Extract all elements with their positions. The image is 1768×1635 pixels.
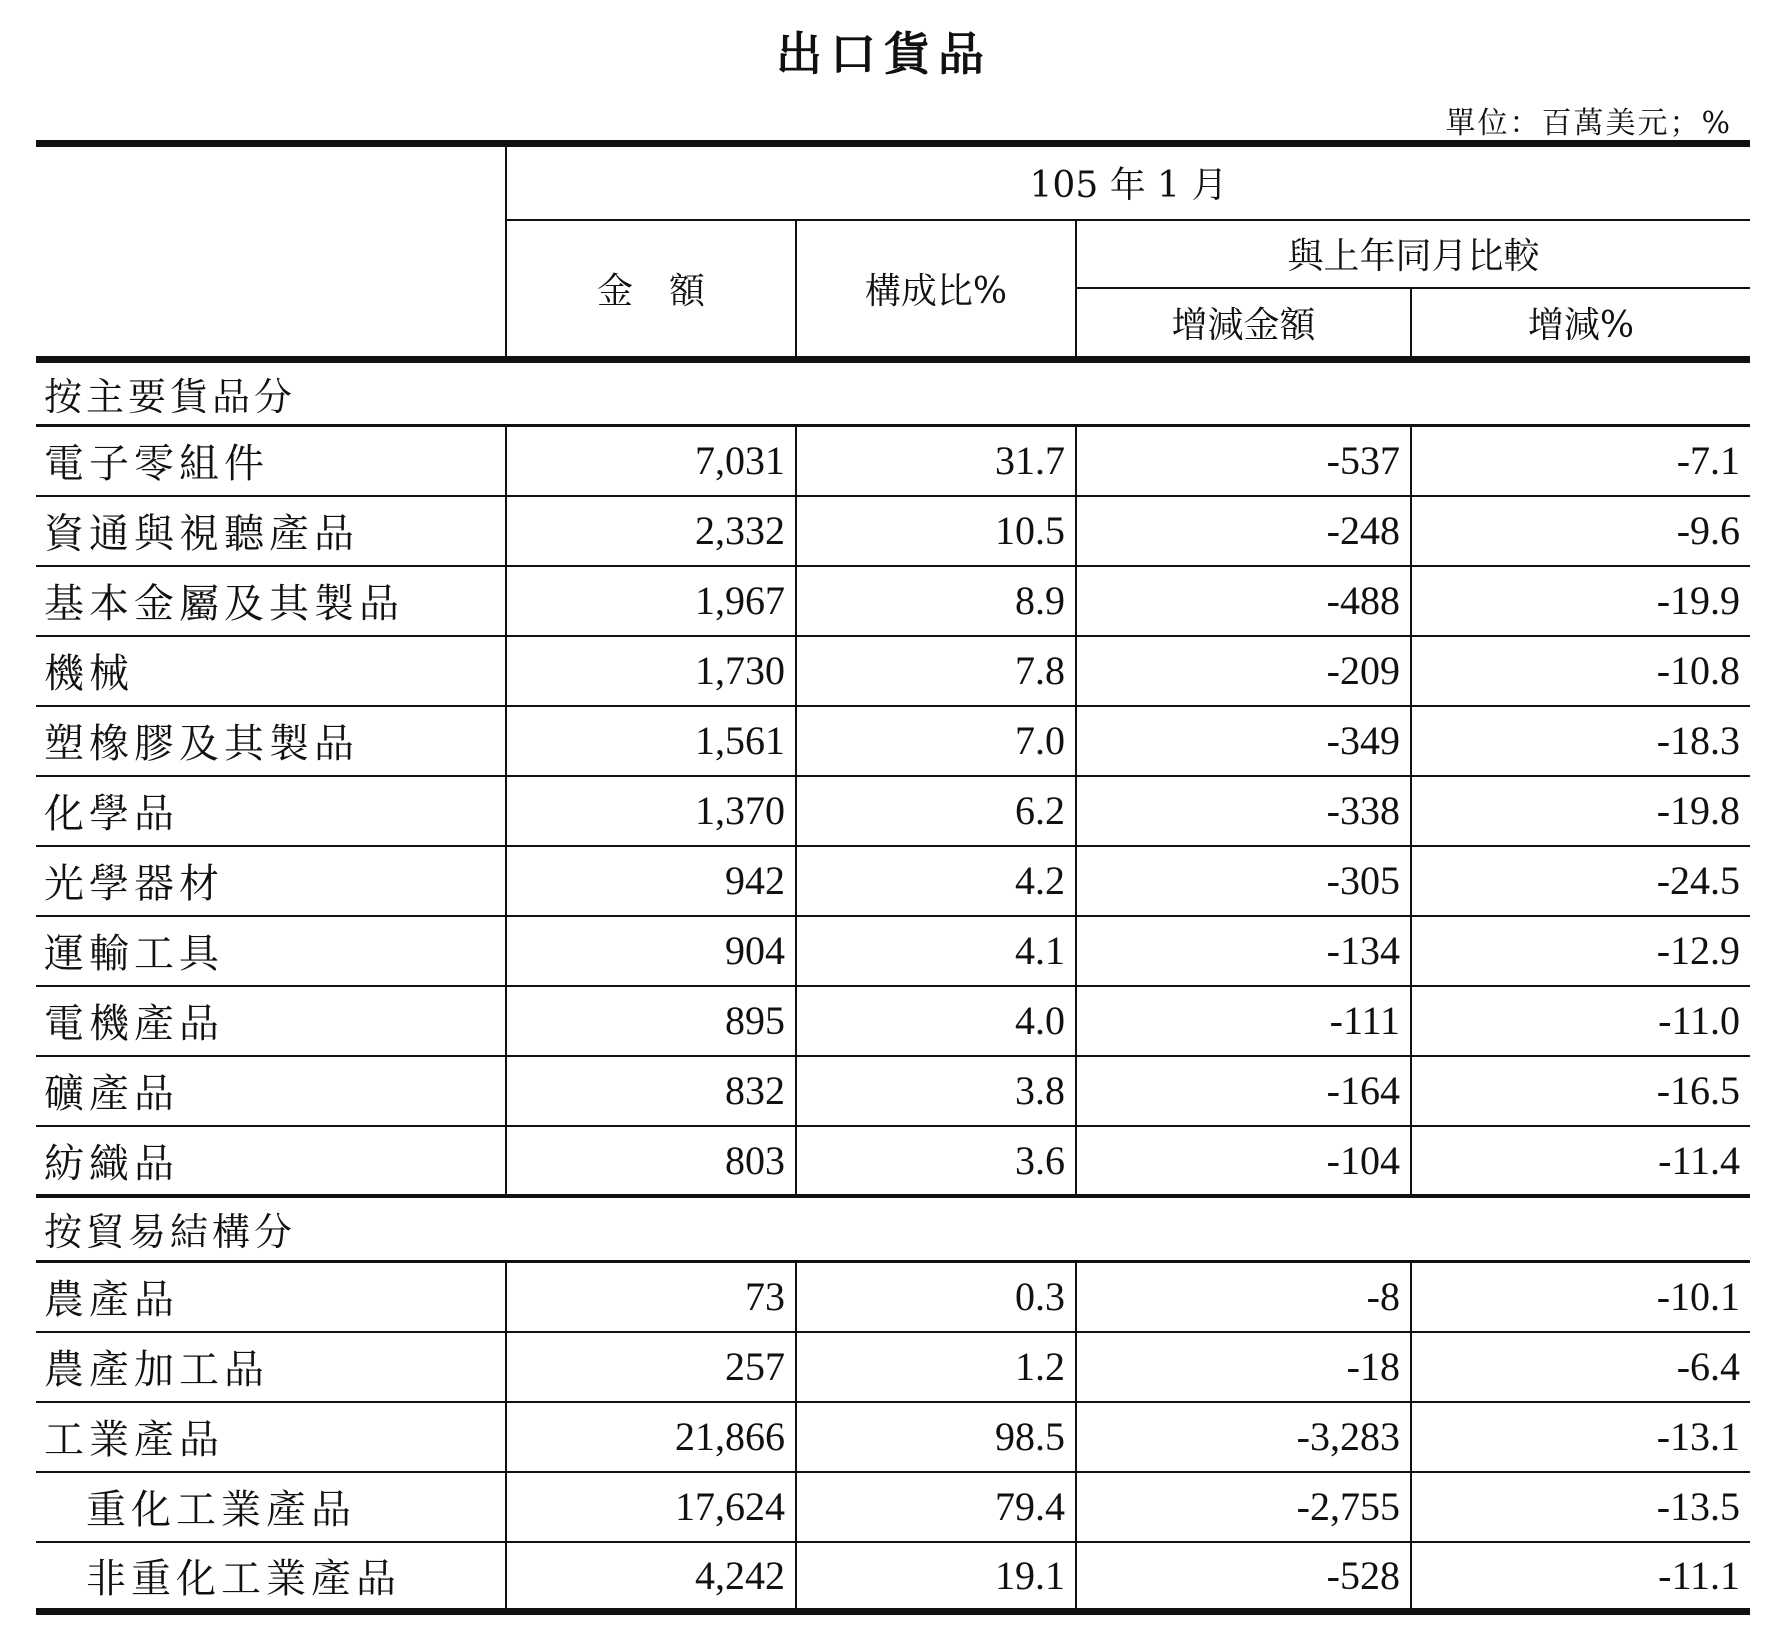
header-share: 構成比% [796, 220, 1076, 360]
change-amount-cell: -111 [1076, 986, 1411, 1056]
table-row [36, 706, 1750, 776]
header-blank-cell [36, 144, 506, 360]
share-cell: 7.8 [796, 636, 1076, 706]
change-pct-cell: -7.1 [1411, 426, 1750, 496]
share-cell: 4.1 [796, 916, 1076, 986]
amount-cell: 2,332 [506, 496, 796, 566]
share-cell: 4.0 [796, 986, 1076, 1056]
amount-cell: 1,561 [506, 706, 796, 776]
table-row [36, 1262, 1750, 1332]
share-cell: 98.5 [796, 1402, 1076, 1472]
share-cell: 79.4 [796, 1472, 1076, 1542]
table-row [36, 1402, 1750, 1472]
table-row [36, 1542, 1750, 1612]
change-amount-cell: -18 [1076, 1332, 1411, 1402]
row-label: 農產加工品 [36, 1332, 506, 1402]
amount-cell: 895 [506, 986, 796, 1056]
amount-cell: 942 [506, 846, 796, 916]
page-title: 出口貨品 [776, 27, 992, 81]
row-label: 重化工業產品 [36, 1472, 506, 1542]
table-row [36, 776, 1750, 846]
share-cell: 10.5 [796, 496, 1076, 566]
change-pct-cell: -24.5 [1411, 846, 1750, 916]
export-goods-table [36, 140, 1750, 1615]
row-label: 紡織品 [36, 1126, 506, 1196]
row-label: 運輸工具 [36, 916, 506, 986]
change-pct-cell: -10.1 [1411, 1262, 1750, 1332]
change-pct-cell: -11.1 [1411, 1542, 1750, 1612]
share-cell: 19.1 [796, 1542, 1076, 1612]
row-label: 工業產品 [36, 1402, 506, 1472]
row-label: 電機產品 [36, 986, 506, 1056]
row-label: 礦產品 [36, 1056, 506, 1126]
share-cell: 0.3 [796, 1262, 1076, 1332]
table-row [36, 1332, 1750, 1402]
table-row [36, 496, 1750, 566]
share-cell: 1.2 [796, 1332, 1076, 1402]
change-amount-cell: -488 [1076, 566, 1411, 636]
share-cell: 8.9 [796, 566, 1076, 636]
row-label: 非重化工業產品 [86, 1555, 401, 1602]
change-amount-cell: -528 [1076, 1542, 1411, 1612]
change-pct-cell: -16.5 [1411, 1056, 1750, 1126]
amount-cell: 73 [506, 1262, 796, 1332]
change-pct-cell: -12.9 [1411, 916, 1750, 986]
change-amount-cell: -8 [1076, 1262, 1411, 1332]
change-pct-cell: -6.4 [1411, 1332, 1750, 1402]
table-row [36, 986, 1750, 1056]
section-title: 按貿易結構分 [36, 1196, 1750, 1262]
share-cell: 7.0 [796, 706, 1076, 776]
amount-cell: 904 [506, 916, 796, 986]
table-row [36, 1472, 1750, 1542]
table-row [36, 1056, 1750, 1126]
row-label: 塑橡膠及其製品 [36, 706, 506, 776]
row-label: 化學品 [36, 776, 506, 846]
amount-cell: 1,370 [506, 776, 796, 846]
header-change-pct: 增減% [1411, 288, 1750, 360]
table-row [36, 916, 1750, 986]
change-amount-cell: -305 [1076, 846, 1411, 916]
table-row [36, 846, 1750, 916]
amount-cell: 1,730 [506, 636, 796, 706]
share-cell: 4.2 [796, 846, 1076, 916]
change-pct-cell: -13.5 [1411, 1472, 1750, 1542]
table-body [36, 360, 1750, 1612]
change-amount-cell: -164 [1076, 1056, 1411, 1126]
change-amount-cell: -134 [1076, 916, 1411, 986]
share-cell: 3.6 [796, 1126, 1076, 1196]
change-pct-cell: -19.8 [1411, 776, 1750, 846]
change-pct-cell: -11.0 [1411, 986, 1750, 1056]
row-label: 電子零組件 [36, 426, 506, 496]
amount-cell: 21,866 [506, 1402, 796, 1472]
table-row [36, 636, 1750, 706]
unit-label: 單位：百萬美元；% [1445, 106, 1732, 141]
change-amount-cell: -3,283 [1076, 1402, 1411, 1472]
share-cell: 3.8 [796, 1056, 1076, 1126]
change-amount-cell: -2,755 [1076, 1472, 1411, 1542]
row-label: 基本金屬及其製品 [36, 566, 506, 636]
change-pct-cell: -18.3 [1411, 706, 1750, 776]
section-title: 按主要貨品分 [36, 360, 1750, 426]
row-label: 機械 [36, 636, 506, 706]
amount-cell: 257 [506, 1332, 796, 1402]
change-amount-cell: -248 [1076, 496, 1411, 566]
change-amount-cell: -338 [1076, 776, 1411, 846]
section-row [36, 360, 1750, 426]
header-period: 105 年 1 月 [506, 144, 1750, 220]
section-row [36, 1196, 1750, 1262]
table-row [36, 566, 1750, 636]
header-compare: 與上年同月比較 [1076, 220, 1750, 288]
row-label: 光學器材 [36, 846, 506, 916]
header-change-amount: 增減金額 [1076, 288, 1411, 360]
header-amount: 金 額 [506, 220, 796, 360]
change-amount-cell: -349 [1076, 706, 1411, 776]
amount-cell: 17,624 [506, 1472, 796, 1542]
change-pct-cell: -9.6 [1411, 496, 1750, 566]
row-label: 農產品 [36, 1262, 506, 1332]
share-cell: 31.7 [796, 426, 1076, 496]
change-pct-cell: -13.1 [1411, 1402, 1750, 1472]
change-pct-cell: -10.8 [1411, 636, 1750, 706]
amount-cell: 803 [506, 1126, 796, 1196]
header-row-period [36, 144, 1750, 220]
change-amount-cell: -209 [1076, 636, 1411, 706]
table-row [36, 426, 1750, 496]
amount-cell: 7,031 [506, 426, 796, 496]
change-pct-cell: -19.9 [1411, 566, 1750, 636]
amount-cell: 4,242 [506, 1542, 796, 1612]
amount-cell: 832 [506, 1056, 796, 1126]
share-cell: 6.2 [796, 776, 1076, 846]
change-pct-cell: -11.4 [1411, 1126, 1750, 1196]
table-row [36, 1126, 1750, 1196]
change-amount-cell: -104 [1076, 1126, 1411, 1196]
change-amount-cell: -537 [1076, 426, 1411, 496]
amount-cell: 1,967 [506, 566, 796, 636]
row-label: 資通與視聽產品 [36, 496, 506, 566]
